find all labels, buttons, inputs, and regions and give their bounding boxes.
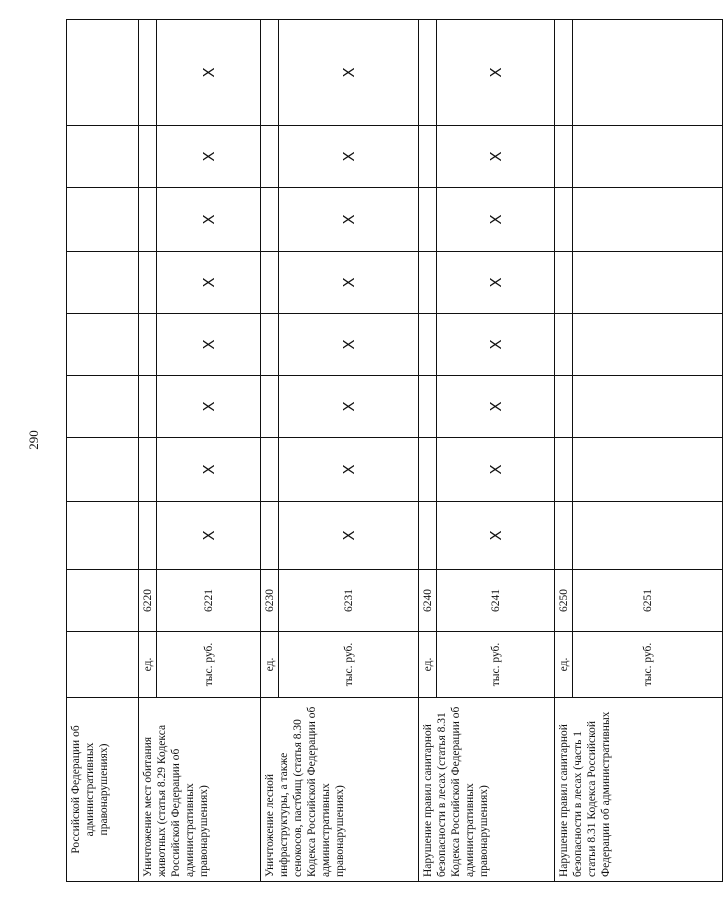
empty-cell	[67, 376, 139, 438]
mark-cell	[573, 502, 723, 570]
empty-cell	[139, 438, 157, 502]
unit-cell: тыс. руб.	[279, 632, 419, 698]
empty-cell	[555, 502, 573, 570]
empty-cell	[139, 502, 157, 570]
empty-cell	[67, 314, 139, 376]
empty-cell	[67, 20, 139, 126]
unit-cell: ед.	[139, 632, 157, 698]
mark-cell: X	[157, 188, 261, 252]
mark-cell	[573, 376, 723, 438]
empty-cell	[419, 438, 437, 502]
empty-cell	[261, 502, 279, 570]
code-cell: 6251	[573, 570, 723, 632]
empty-cell	[419, 252, 437, 314]
row-description: Российской Федерации об административных правонарушениях)	[67, 698, 139, 882]
mark-cell: X	[437, 376, 555, 438]
mark-cell: X	[437, 20, 555, 126]
mark-cell: X	[157, 438, 261, 502]
table-body	[67, 20, 723, 882]
code-cell: 6230	[261, 570, 279, 632]
empty-cell	[555, 188, 573, 252]
table-row	[419, 20, 437, 882]
unit-cell: ед.	[555, 632, 573, 698]
mark-cell	[573, 126, 723, 188]
page-number: 290	[26, 430, 41, 450]
mark-cell: X	[279, 188, 419, 252]
empty-cell	[261, 314, 279, 376]
empty-cell	[261, 126, 279, 188]
empty-cell	[139, 188, 157, 252]
code-cell: 6220	[139, 570, 157, 632]
mark-cell: X	[279, 438, 419, 502]
mark-cell: X	[157, 252, 261, 314]
table-row	[261, 20, 279, 882]
unit-cell: тыс. руб.	[573, 632, 723, 698]
mark-cell	[573, 438, 723, 502]
empty-cell	[139, 376, 157, 438]
table-row	[67, 20, 139, 882]
mark-cell: X	[279, 126, 419, 188]
empty-cell	[67, 570, 139, 632]
empty-cell	[555, 126, 573, 188]
mark-cell: X	[157, 502, 261, 570]
mark-cell: X	[157, 20, 261, 126]
code-cell: 6240	[419, 570, 437, 632]
code-cell: 6221	[157, 570, 261, 632]
unit-cell: ед.	[261, 632, 279, 698]
empty-cell	[261, 188, 279, 252]
empty-cell	[555, 252, 573, 314]
mark-cell: X	[437, 502, 555, 570]
mark-cell: X	[279, 314, 419, 376]
row-description: Уничтожение мест обитания животных (статья 8.29 Кодекса Российской Федерации об административных правонарушениях)	[139, 698, 261, 882]
empty-cell	[261, 20, 279, 126]
mark-cell: X	[157, 376, 261, 438]
empty-cell	[419, 20, 437, 126]
empty-cell	[67, 126, 139, 188]
empty-cell	[419, 376, 437, 438]
empty-cell	[67, 438, 139, 502]
empty-cell	[419, 502, 437, 570]
mark-cell: X	[279, 502, 419, 570]
mark-cell: X	[279, 20, 419, 126]
mark-cell	[573, 188, 723, 252]
empty-cell	[419, 314, 437, 376]
table-row	[139, 20, 157, 882]
empty-cell	[261, 376, 279, 438]
row-description: Уничтожение лесной инфраструктуры, а также сенокосов, пастбищ (статья 8.30 Кодекса Российской Федерации об административных правонарушениях)	[261, 698, 419, 882]
mark-cell: X	[437, 188, 555, 252]
mark-cell: X	[437, 438, 555, 502]
row-description: Нарушение правил санитарной безопасности в лесах (статья 8.31 Кодекса Российской Федерации об административных правонарушениях)	[419, 698, 555, 882]
code-cell: 6250	[555, 570, 573, 632]
mark-cell	[573, 252, 723, 314]
empty-cell	[555, 438, 573, 502]
row-description: Нарушение правил санитарной безопасности в лесах (часть 1 статьи 8.31 Кодекса Российской Федерации об административных	[555, 698, 723, 882]
mark-cell: X	[279, 376, 419, 438]
empty-cell	[419, 188, 437, 252]
mark-cell: X	[437, 126, 555, 188]
code-cell: 6241	[437, 570, 555, 632]
table-row	[555, 20, 573, 882]
empty-cell	[555, 20, 573, 126]
code-cell: 6231	[279, 570, 419, 632]
mark-cell: X	[437, 252, 555, 314]
mark-cell: X	[157, 314, 261, 376]
empty-cell	[261, 438, 279, 502]
rotated-table-container	[66, 20, 654, 882]
empty-cell	[419, 126, 437, 188]
empty-cell	[261, 252, 279, 314]
empty-cell	[67, 502, 139, 570]
unit-cell: тыс. руб.	[157, 632, 261, 698]
mark-cell: X	[437, 314, 555, 376]
unit-cell: тыс. руб.	[437, 632, 555, 698]
unit-cell: ед.	[419, 632, 437, 698]
empty-cell	[139, 314, 157, 376]
empty-cell	[555, 314, 573, 376]
empty-cell	[139, 20, 157, 126]
empty-cell	[555, 376, 573, 438]
mark-cell: X	[279, 252, 419, 314]
empty-cell	[139, 252, 157, 314]
empty-cell	[67, 252, 139, 314]
empty-cell	[139, 126, 157, 188]
mark-cell: X	[157, 126, 261, 188]
empty-cell	[67, 632, 139, 698]
mark-cell	[573, 314, 723, 376]
statistics-table	[66, 19, 723, 882]
empty-cell	[67, 188, 139, 252]
mark-cell	[573, 20, 723, 126]
